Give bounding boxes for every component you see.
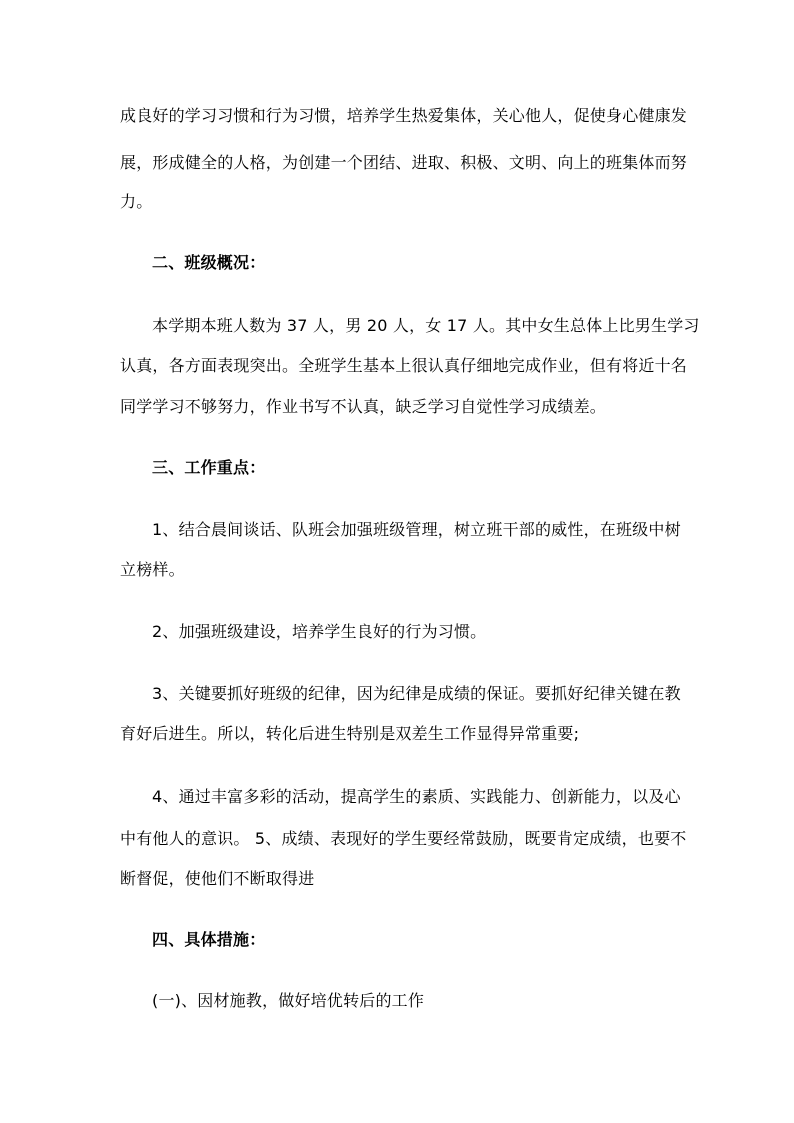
section-2-heading: 二、班级概况： xyxy=(152,253,266,272)
intro-line-3: 力。 xyxy=(120,192,153,211)
section-2-line-3: 同学学习不够努力，作业书写不认真，缺乏学习自觉性学习成绩差。 xyxy=(120,397,607,416)
section-3-item-1-line-1: 1、结合晨间谈话、队班会加强班级管理，树立班干部的威性，在班级中树 xyxy=(152,520,681,539)
section-3-item-2-line-1: 2、加强班级建设，培养学生良好的行为习惯。 xyxy=(152,622,487,641)
section-3-item-1-line-2: 立榜样。 xyxy=(120,560,185,579)
intro-line-1: 成良好的学习习惯和行为习惯，培养学生热爱集体，关心他人，促使身心健康发 xyxy=(120,106,688,125)
section-3-item-3-line-1: 3、关键要抓好班级的纪律，因为纪律是成绩的保证。要抓好纪律关键在教 xyxy=(152,684,681,703)
section-3-item-4-line-2: 中有他人的意识。 5、成绩、表现好的学生要经常鼓励，既要肯定成绩，也要不 xyxy=(120,829,687,848)
section-3-item-3-line-2: 育好后进生。所以，转化后进生特别是双差生工作显得异常重要; xyxy=(120,724,580,743)
section-3-item-4-line-3: 断督促，使他们不断取得进 xyxy=(120,869,315,888)
section-4-heading: 四、具体措施： xyxy=(152,930,266,949)
section-4-subheading-1: (一)、因材施教，做好培优转后的工作 xyxy=(152,991,425,1010)
intro-line-2: 展，形成健全的人格，为创建一个团结、进取、积极、文明、向上的班集体而努 xyxy=(120,153,688,172)
section-3-heading: 三、工作重点： xyxy=(152,458,266,477)
section-3-item-4-line-1: 4、通过丰富多彩的活动，提高学生的素质、实践能力、创新能力，以及心 xyxy=(152,787,681,806)
section-2-line-1: 本学期本班人数为 37 人，男 20 人，女 17 人。其中女生总体上比男生学习 xyxy=(152,316,700,335)
section-2-line-2: 认真，各方面表现突出。全班学生基本上很认真仔细地完成作业，但有将近十名 xyxy=(120,356,688,375)
